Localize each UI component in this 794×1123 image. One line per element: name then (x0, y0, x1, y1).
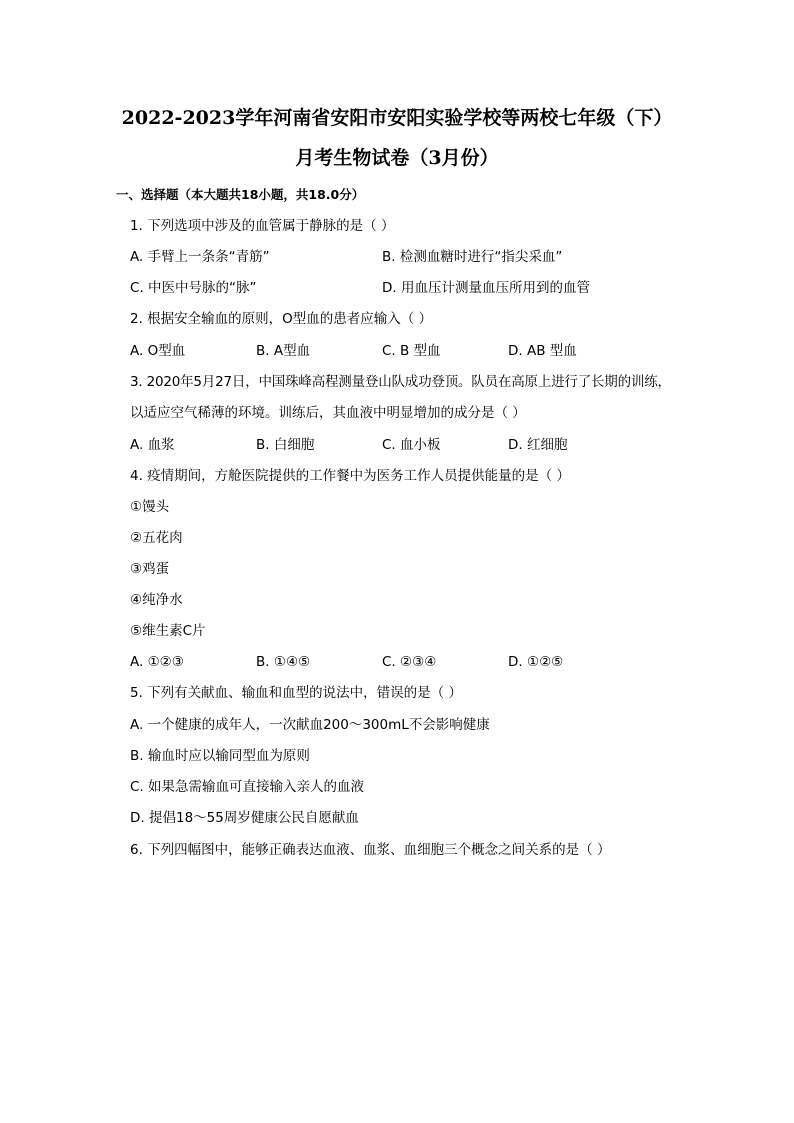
question-5-option-a: A. 一个健康的成年人，一次献血200～300mL不会影响健康 (130, 717, 490, 733)
question-3-option-a: A. 血浆 (130, 437, 175, 453)
question-4-item-5: ⑤维生素C片 (130, 623, 206, 639)
question-3-option-d: D. 红细胞 (508, 437, 568, 453)
question-5-option-b: B. 输血时应以输同型血为原则 (130, 748, 310, 764)
question-2-option-d: D. AB 型血 (508, 343, 577, 359)
question-2-stem: 2. 根据安全输血的原则，O型血的患者应输入（ ） (130, 311, 433, 327)
question-5-option-d: D. 提倡18～55周岁健康公民自愿献血 (130, 810, 359, 826)
exam-title-line-2: 月考生物试卷（3月份） (295, 147, 499, 169)
question-1-stem: 1. 下列选项中涉及的血管属于静脉的是（ ） (130, 218, 395, 234)
question-4-option-a: A. ①②③ (130, 654, 184, 670)
question-3-option-b: B. 白细胞 (256, 437, 315, 453)
question-4-option-c: C. ②③④ (382, 654, 437, 670)
question-1-option-b: B. 检测血糖时进行“指尖采血” (382, 249, 563, 265)
question-4-item-1: ①馒头 (130, 499, 170, 515)
question-2-option-a: A. O型血 (130, 343, 186, 359)
question-3-stem-line-1: 3. 2020年5月27日，中国珠峰高程测量登山队成功登顶。队员在高原上进行了长期的训练， (130, 374, 671, 390)
question-3-stem-line-2: 以适应空气稀薄的环境。训练后，其血液中明显增加的成分是（ ） (130, 405, 526, 421)
question-1-option-c: C. 中医中号脉的“脉” (130, 280, 257, 296)
question-3-option-c: C. 血小板 (382, 437, 441, 453)
question-4-item-2: ②五花肉 (130, 530, 183, 546)
question-4-item-4: ④纯净水 (130, 592, 183, 608)
exam-title-line-1: 2022-2023学年河南省安阳市安阳实验学校等两校七年级（下） (121, 107, 673, 129)
question-2-option-b: B. A型血 (256, 343, 311, 359)
question-4-option-b: B. ①④⑤ (256, 654, 311, 670)
question-5-stem: 5. 下列有关献血、输血和血型的说法中，错误的是（ ） (130, 685, 462, 701)
question-5-option-c: C. 如果急需输血可直接输入亲人的血液 (130, 779, 365, 795)
question-6-stem: 6. 下列四幅图中，能够正确表达血液、血浆、血细胞三个概念之间关系的是（ ） (130, 842, 611, 858)
question-2-option-c: C. B 型血 (382, 343, 441, 359)
question-4-stem: 4. 疫情期间，方舱医院提供的工作餐中为医务工作人员提供能量的是（ ） (130, 468, 570, 484)
section-heading: 一、选择题（本大题共18小题，共18.0分） (116, 187, 365, 202)
question-4-option-d: D. ①②⑤ (508, 654, 564, 670)
question-4-item-3: ③鸡蛋 (130, 561, 170, 577)
question-1-option-a: A. 手臂上一条条“青筋” (130, 249, 270, 265)
question-1-option-d: D. 用血压计测量血压所用到的血管 (382, 280, 590, 296)
